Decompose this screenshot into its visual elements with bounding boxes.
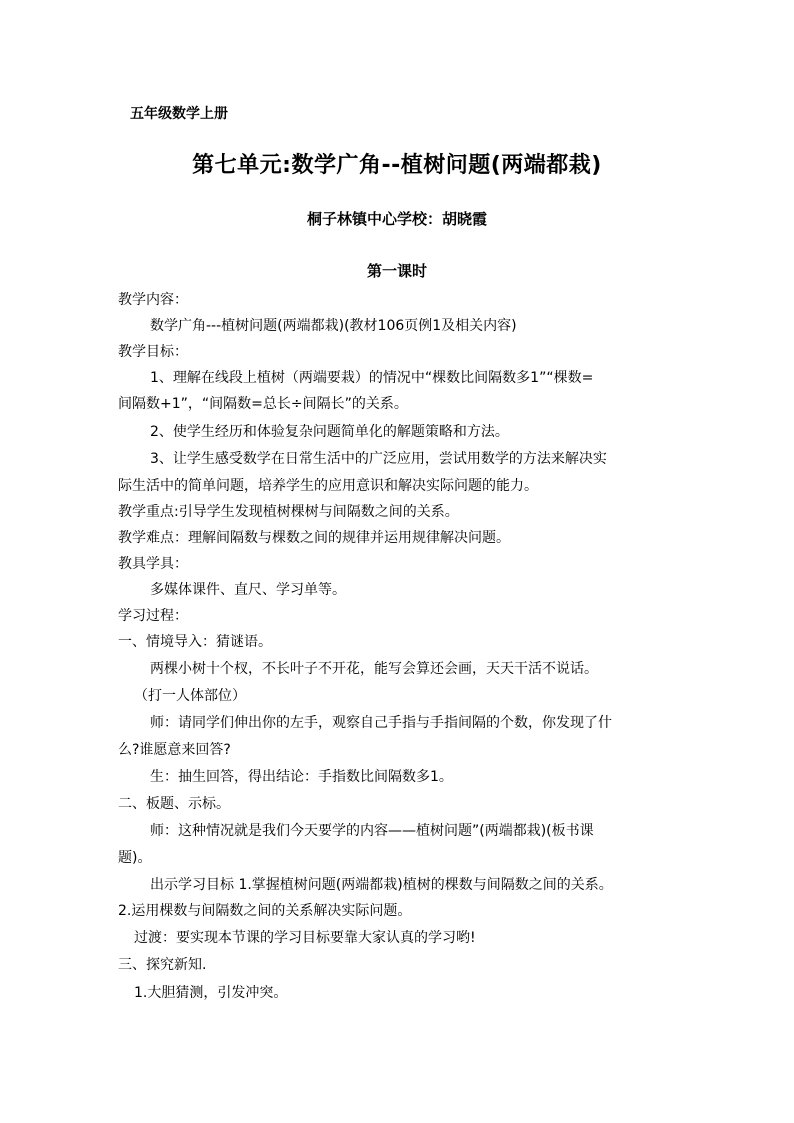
grade-label: 五年级数学上册 xyxy=(130,106,228,122)
objective-1-continued: 间隔数+1”，“间隔数=总长÷间隔长”的关系。 xyxy=(118,396,408,412)
riddle-line: 两棵小树十个杈，不长叶子不开花，能写会算还会画，天天干活不说话。 xyxy=(150,661,598,677)
step-3-heading: 三、探究新知. xyxy=(118,957,207,973)
page-title: 第七单元:数学广角--植树问题(两端都栽) xyxy=(192,153,602,178)
student-line: 生：抽生回答，得出结论：手指数比间隔数多1。 xyxy=(150,769,453,785)
step-1-heading: 一、情境导入：猜谜语。 xyxy=(118,634,272,650)
step-3-item-1: 1.大胆猜测，引发冲突。 xyxy=(134,985,288,1001)
objective-3-continued: 际生活中的简单问题，培养学生的应用意识和解决实际问题的能力。 xyxy=(118,478,538,494)
section-heading-process: 学习过程： xyxy=(118,608,188,624)
key-point-line: 教学重点:引导学生发现植树棵树与间隔数之间的关系。 xyxy=(118,504,459,520)
transition-line: 过渡：要实现本节课的学习目标要靠大家认真的学习哟! xyxy=(134,930,476,946)
learning-goal-continued: 2.运用棵数与间隔数之间的关系解决实际问题。 xyxy=(118,903,412,919)
teacher-line-2: 师：这种情况就是我们今天要学的内容——植树问题”(两端都栽)(板书课 xyxy=(150,823,594,839)
objective-2-line: 2、使学生经历和体验复杂问题简单化的解题策略和方法。 xyxy=(150,424,509,440)
lesson-heading: 第一课时 xyxy=(366,262,427,280)
teacher-line-1: 师：请同学们伸出你的左手，观察自己手指与手指间隔的个数，你发现了什 xyxy=(150,715,612,731)
teacher-line-2-continued: 题)。 xyxy=(118,850,152,866)
objective-3-line: 3、让学生感受数学在日常生活中的广泛应用，尝试用数学的方法来解决实 xyxy=(150,451,607,467)
author-line: 桐子林镇中心学校：胡晓霞 xyxy=(306,210,487,228)
section-heading-objectives: 教学目标： xyxy=(118,344,188,360)
section-heading-content: 教学内容： xyxy=(118,292,188,308)
tools-line: 多媒体课件、直尺、学习单等。 xyxy=(150,582,346,598)
riddle-hint: （打一人体部位） xyxy=(134,688,246,704)
difficulty-line: 教学难点：理解间隔数与棵数之间的规律并运用规律解决问题。 xyxy=(118,530,510,546)
teacher-line-1-continued: 么?谁愿意来回答? xyxy=(118,742,231,758)
step-2-heading: 二、板题、示标。 xyxy=(118,796,230,812)
objective-1-line: 1、理解在线段上植树（两端要栽）的情况中“棵数比间隔数多1”“棵数= xyxy=(150,370,594,386)
content-line: 数学广角---植树问题(两端都栽)(教材106页例1及相关内容) xyxy=(150,318,517,334)
learning-goal-line: 出示学习目标 1.掌握植树问题(两端都栽)植树的棵数与间隔数之间的关系。 xyxy=(150,877,613,893)
section-heading-tools: 教具学具： xyxy=(118,556,188,572)
